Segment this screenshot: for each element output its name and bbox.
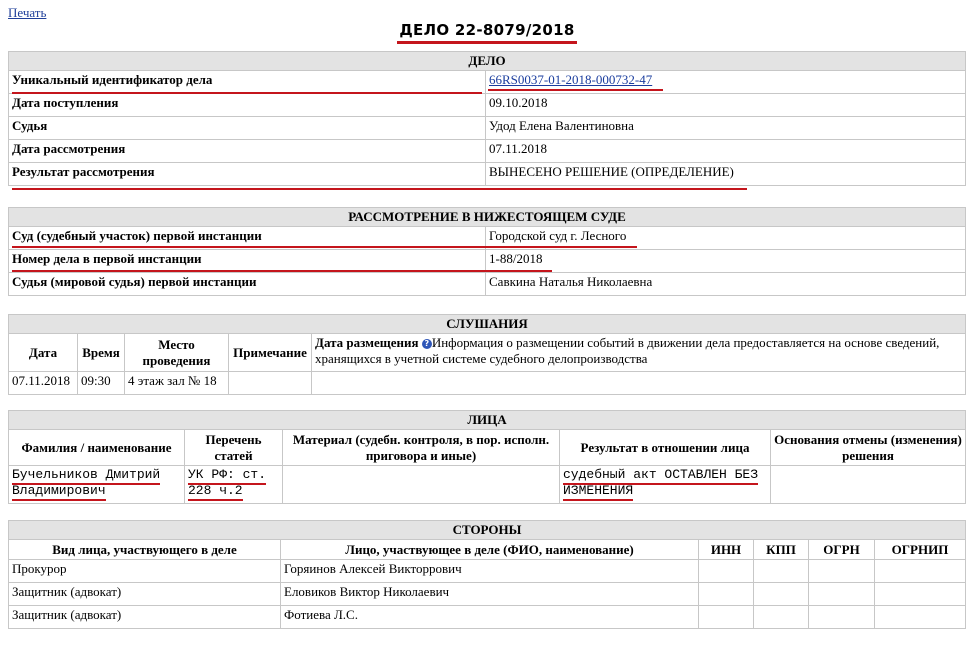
received-date-value: 09.10.2018: [486, 94, 966, 117]
section-header-case: ДЕЛО: [9, 52, 966, 71]
party-ogrn-cell: [809, 606, 875, 629]
table-row: [9, 466, 966, 504]
first-instance-case-number-value: 1-88/2018: [486, 250, 966, 273]
hearing-note-cell: [229, 372, 312, 395]
col-hearing-date: Дата: [9, 334, 78, 372]
table-row: [9, 560, 966, 583]
person-grounds-cell: [771, 466, 966, 504]
party-kpp-cell: [754, 583, 809, 606]
hearing-time-cell: 09:30: [78, 372, 125, 395]
section-header-persons: ЛИЦА: [9, 411, 966, 430]
received-date-label: Дата поступления: [9, 94, 486, 117]
col-material: Материал (судебн. контроля, в пор. исполн. приговора и иные): [283, 430, 560, 466]
annotation-underline: [12, 270, 552, 272]
first-instance-judge-value: Савкина Наталья Николаевна: [486, 273, 966, 296]
party-kpp-cell: [754, 606, 809, 629]
case-uid-label: Уникальный идентификатор дела: [9, 71, 486, 94]
lower-court-table: [8, 207, 966, 296]
person-result-cell: судебный акт ОСТАВЛЕН БЕЗ ИЗМЕНЕНИЯ: [560, 466, 771, 504]
annotation-underline: [12, 92, 482, 94]
first-instance-court-value: Городской суд г. Лесного: [486, 227, 966, 250]
annotation-underline: [12, 246, 637, 248]
first-instance-judge-label: Судья (мировой судья) первой инстанции: [9, 273, 486, 296]
col-party-type: Вид лица, участвующего в деле: [9, 540, 281, 560]
party-inn-cell: [699, 560, 754, 583]
judge-label: Судья: [9, 117, 486, 140]
section-header-hearings: СЛУШАНИЯ: [9, 315, 966, 334]
review-date-label: Дата рассмотрения: [9, 140, 486, 163]
first-instance-court-label: Суд (судебный участок) первой инстанции: [9, 227, 486, 250]
posting-info-text: Информация о размещении событий в движении дела предоставляется на основе сведений, хранящихся в учетной системе судебного делопроизводства: [315, 335, 940, 366]
table-row: [9, 583, 966, 606]
party-kpp-cell: [754, 560, 809, 583]
hearing-date-cell: 07.11.2018: [9, 372, 78, 395]
parties-table: [8, 520, 966, 629]
print-link[interactable]: Печать: [8, 5, 47, 20]
first-instance-case-number-label: Номер дела в первой инстанции: [9, 250, 486, 273]
col-kpp: КПП: [754, 540, 809, 560]
party-type-cell: Прокурор: [9, 560, 281, 583]
col-hearing-posted: [312, 334, 966, 372]
party-type-cell: Защитник (адвокат): [9, 583, 281, 606]
party-ogrn-cell: [809, 560, 875, 583]
party-ogrnip-cell: [875, 560, 966, 583]
col-inn: ИНН: [699, 540, 754, 560]
person-articles-cell: УК РФ: ст. 228 ч.2: [185, 466, 283, 504]
col-ogrn: ОГРН: [809, 540, 875, 560]
review-result-label: Результат рассмотрения: [9, 163, 486, 186]
party-person-cell: Еловиков Виктор Николаевич: [281, 583, 699, 606]
party-type-cell: Защитник (адвокат): [9, 606, 281, 629]
table-row: [9, 606, 966, 629]
party-inn-cell: [699, 606, 754, 629]
col-ogrnip: ОГРНИП: [875, 540, 966, 560]
case-info-table: [8, 51, 966, 186]
annotation-underline: [488, 89, 663, 91]
party-person-cell: Фотиева Л.С.: [281, 606, 699, 629]
party-person-cell: Горяинов Алексей Викторрович: [281, 560, 699, 583]
col-hearing-note: Примечание: [229, 334, 312, 372]
review-date-value: 07.11.2018: [486, 140, 966, 163]
col-hearing-time: Время: [78, 334, 125, 372]
party-ogrnip-cell: [875, 583, 966, 606]
col-grounds: Основания отмены (изменения) решения: [771, 430, 966, 466]
person-name-cell: Бучельников Дмитрий Владимирович: [9, 466, 185, 504]
col-person-name: Фамилия / наименование: [9, 430, 185, 466]
judge-value: Удод Елена Валентиновна: [486, 117, 966, 140]
section-header-parties: СТОРОНЫ: [9, 521, 966, 540]
page-title: ДЕЛО 22-8079/2018: [0, 21, 974, 44]
col-hearing-place: Место проведения: [125, 334, 229, 372]
review-result-value: ВЫНЕСЕНО РЕШЕНИЕ (ОПРЕДЕЛЕНИЕ): [486, 163, 966, 186]
table-row: [9, 372, 966, 395]
annotation-underline: [12, 188, 747, 190]
party-ogrn-cell: [809, 583, 875, 606]
col-result: Результат в отношении лица: [560, 430, 771, 466]
hearing-posted-cell: [312, 372, 966, 395]
info-icon[interactable]: ?: [422, 339, 432, 349]
persons-table: [8, 410, 966, 504]
section-header-lower-court: РАССМОТРЕНИЕ В НИЖЕСТОЯЩЕМ СУДЕ: [9, 208, 966, 227]
hearings-table: [8, 314, 966, 395]
party-inn-cell: [699, 583, 754, 606]
case-uid-link[interactable]: 66RS0037-01-2018-000732-47: [489, 72, 653, 87]
col-party-person: Лицо, участвующее в деле (ФИО, наименование): [281, 540, 699, 560]
party-ogrnip-cell: [875, 606, 966, 629]
person-material-cell: [283, 466, 560, 504]
col-articles: Перечень статей: [185, 430, 283, 466]
posted-date-label: Дата размещения: [315, 335, 419, 350]
hearing-place-cell: 4 этаж зал № 18: [125, 372, 229, 395]
